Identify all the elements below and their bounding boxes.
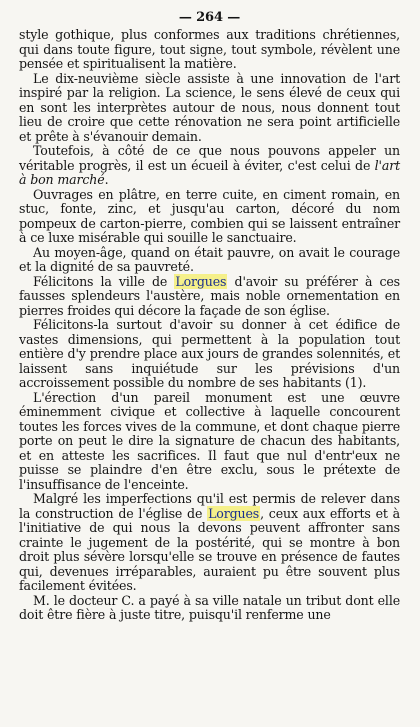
- text-run: Félicitons la ville de: [33, 273, 175, 289]
- text-run: .: [104, 172, 109, 187]
- text-run: style gothique, plus conformes aux traditions chrétiennes, qui dans toute figure, tout signe, tout symbole, révèlent une pensée et spiritualisent la matière.: [19, 27, 400, 71]
- page-number: — 264 —: [178, 10, 241, 25]
- paragraph-p4: [19, 188, 400, 246]
- text-run: Malgré les imperfections qu'il est permis de relever dans la construction de l'église de: [19, 491, 400, 521]
- highlighted-term: Lorgues: [175, 273, 227, 289]
- highlighted-term: Lorgues: [208, 505, 260, 521]
- paragraph-p1: [19, 28, 400, 72]
- text-run: L'érection d'un pareil monument est une œuvre éminemment civique et collective à laquelle concourent toutes les forces vives de la commune, et dont chaque pierre porte on peut le dire la signature de chacun des habitants, et en atteste les sacrifices. Il faut que nul d'entr'eux ne puisse se plaindre d'en être exclu, sous le prétexte de l'insuffisance de l'enceinte.: [19, 389, 400, 492]
- paragraph-p9: [19, 492, 400, 594]
- text-run: Le dix-neuvième siècle assiste à une innovation de l'art inspiré par la religion. La science, le sens élevé de ceux qui en sont les interprètes autour de nous, nous donnent tout lieu de croire que cette rénovation ne sera point artificielle et prête à s'évanouir demain.: [19, 70, 400, 144]
- paragraph-p5: [19, 246, 400, 275]
- body-text: [19, 28, 400, 623]
- text-run: Toutefois, à côté de ce que nous pouvons appeler un véritable progrès, il est un écueil à éviter, c'est celui de: [19, 143, 400, 173]
- paragraph-p7: [19, 318, 400, 391]
- text-run: Félicitons-la surtout d'avoir su donner à cet édifice de vastes dimensions, qui permettent à la population tout entière d'y prendre place aux jours de grandes solennités, et laissent sans inquiétude sur les prévisions d'un accroissement possible du nombre de ses habitants (1).: [19, 317, 400, 390]
- text-run: d'avoir su préférer à ces fausses splendeurs l'austère, mais noble ornementation en pierres froides qui décore la façade de son église.: [19, 273, 400, 318]
- paragraph-p6: [19, 275, 400, 319]
- paragraph-p3: [19, 144, 400, 188]
- paragraph-p10: [19, 594, 400, 623]
- paragraph-p8: [19, 391, 400, 493]
- text-run: Au moyen-âge, quand on était pauvre, on avait le courage et la dignité de sa pauvreté.: [19, 244, 400, 274]
- text-run: M. le docteur C. a payé à sa ville natale un tribut dont elle doit être fière à juste titre, puisqu'il renferme une: [19, 592, 400, 622]
- italic-phrase: l'art à bon marché: [19, 157, 400, 187]
- text-run: , ceux aux efforts et à l'initiative de qui nous la devons peuvent affronter sans crainte le jugement de la postérité, qui se montre à bon droit plus sévère lorsqu'elle se trouve en présence de fautes qui, devenues irréparables, auraient pu être souvent plus facilement évitées.: [19, 505, 400, 593]
- text-run: Ouvrages en plâtre, en terre cuite, en ciment romain, en stuc, fonte, zinc, et jusqu'au carton, décoré du nom pompeux de carton-pierre, combien qui se laissent entraîner à ce luxe misérable qui souille le sanctuaire.: [19, 186, 400, 245]
- paragraph-p2: [19, 72, 400, 145]
